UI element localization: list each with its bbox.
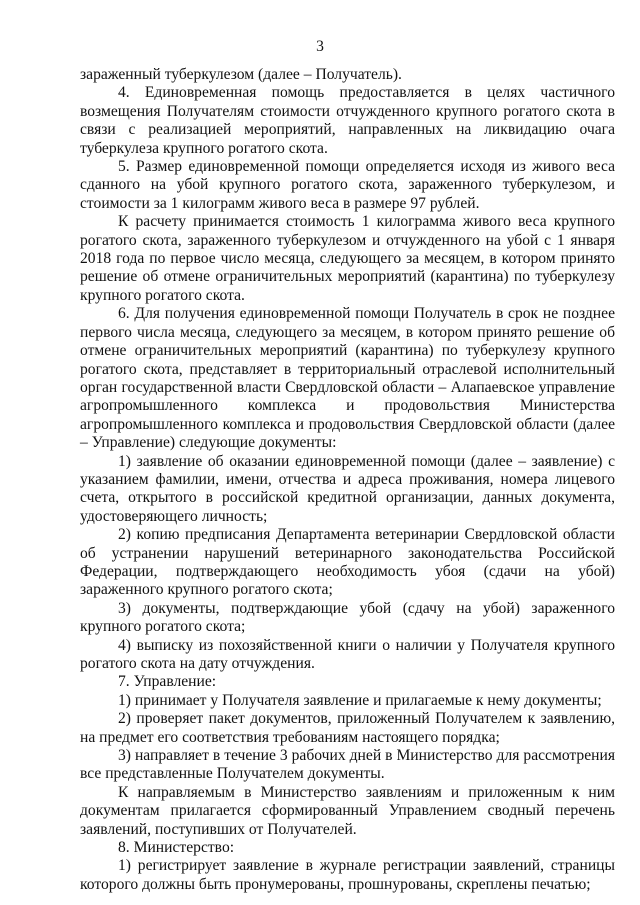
paragraph: 1) регистрирует заявление в журнале регистрации заявлений, страницы которого должны быть пронумерованы, прошнурованы, скреплены печатью; bbox=[80, 857, 615, 893]
paragraph: К направляемым в Министерство заявлениям и приложенным к ним документам прилагается сформированный Управлением сводный перечень заявлений, поступивших от Получателей. bbox=[80, 783, 615, 838]
paragraph: 2) проверяет пакет документов, приложенный Получателем к заявлению, на предмет его соответствия требованиям настоящего порядка; bbox=[80, 710, 615, 746]
paragraph: 4) выписку из похозяйственной книги о наличии у Получателя крупного рогатого скота на дату отчуждения. bbox=[80, 636, 615, 672]
paragraph: 8. Министерство: bbox=[118, 839, 235, 857]
paragraph: 1) принимает у Получателя заявление и прилагаемые к нему документы; bbox=[118, 691, 602, 709]
document-body bbox=[80, 66, 615, 894]
paragraph: 4. Единовременная помощь предоставляется в целях частичного возмещения Получателям стоимости отчужденного крупного рогатого скота в связи с реализацией мероприятий, направленных на ликвидацию очага туберкулеза крупного рогатого скота. bbox=[80, 84, 615, 157]
paragraph: 1) заявление об оказании единовременной помощи (далее – заявление) с указанием фамилии, имени, отчества и адреса проживания, номера лицевого счета, открытого в российской кредитной организации, данных документа, удостоверяющего личность; bbox=[80, 452, 615, 525]
paragraph: 7. Управление: bbox=[118, 673, 217, 691]
paragraph: 3) документы, подтверждающие убой (сдачу на убой) зараженного крупного рогатого скота; bbox=[80, 599, 615, 636]
paragraph: 6. Для получения единовременной помощи Получатель в срок не позднее первого числа месяца, следующего за месяцем, в котором принято решение об отмене ограничительных мероприятий (карантина) по туберкулезу крупного рогатого скота, представляет в территориальный отраслевой исполнительный орган государственной власти Свердловской области – Алапаевское управление агропромышленного комплекса и продовольствия Министерства агропромышленного комплекса и продовольствия Свердловской области (далее – Управление) следующие документы: bbox=[80, 305, 615, 452]
paragraph: 5. Размер единовременной помощи определяется исходя из живого веса сданного на убой крупного рогатого скота, зараженного туберкулезом, и стоимости за 1 килограмм живого веса в размере 97 рублей. bbox=[80, 158, 615, 212]
paragraph: К расчету принимается стоимость 1 килограмма живого веса крупного рогатого скота, зараженного туберкулезом и отчужденного на убой с 1 января 2018 года по первое число месяца, следующего за месяцем, в котором принято решение об отмене ограничительных мероприятий (карантина) по туберкулезу крупного рогатого скота. bbox=[80, 213, 615, 304]
paragraph: 3) направляет в течение 3 рабочих дней в Министерство для рассмотрения все представленные Получателем документы. bbox=[80, 747, 615, 783]
paragraph: зараженный туберкулезом (далее – Получатель). bbox=[80, 66, 402, 83]
page-number: 3 bbox=[316, 38, 324, 55]
paragraph: 2) копию предписания Департамента ветеринарии Свердловской области об устранении нарушений ветеринарного законодательства Российской Федерации, подтверждающего необходимость убоя (сдачи на убой) зараженного крупного рогатого скота; bbox=[80, 526, 615, 599]
